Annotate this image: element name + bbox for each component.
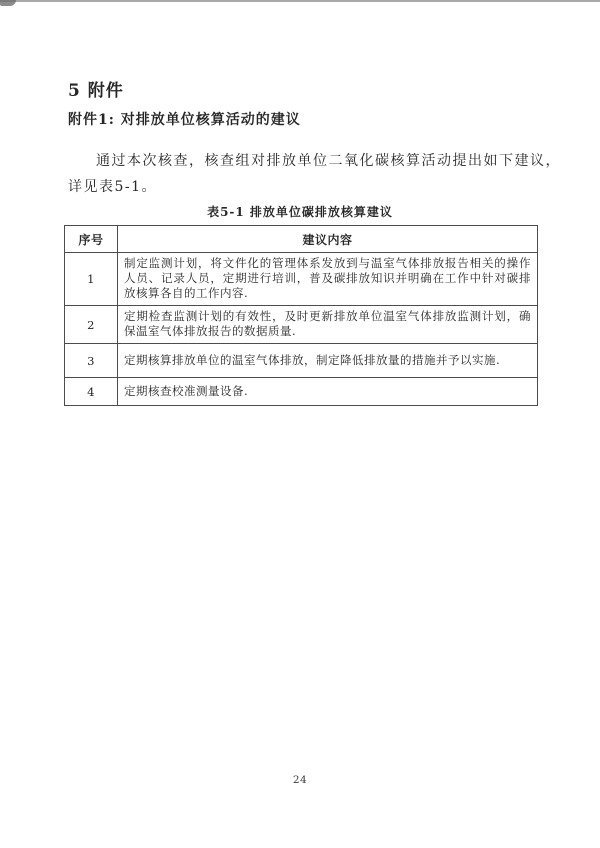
scan-artifact-corner-smudge (0, 0, 16, 6)
table-row (65, 344, 538, 378)
row-content: 定期核算排放单位的温室气体排放，制定降低排放量的措施并予以实施. (118, 344, 538, 378)
row-content: 制定监测计划，将文件化的管理体系发放到与温室气体排放报告相关的操作人员、记录人员，定期进行培训，普及碳排放知识并明确在工作中针对碳排放核算各自的工作内容. (118, 253, 538, 306)
row-number: 1 (65, 253, 118, 306)
row-content: 定期检查监测计划的有效性，及时更新排放单位温室气体排放监测计划，确保温室气体排放报告的数据质量. (118, 306, 538, 344)
table-row (65, 378, 538, 406)
row-number: 2 (65, 306, 118, 344)
paragraph-line-2: 详见表5-1。 (68, 179, 158, 195)
paragraph-line-1: 通过本次核查，核查组对排放单位二氧化碳核算活动提出如下建议， (96, 153, 561, 169)
table-row (65, 253, 538, 306)
column-header-number: 序号 (65, 226, 118, 253)
table-caption: 表5-1 排放单位碳排放核算建议 (207, 205, 393, 219)
row-number: 4 (65, 378, 118, 406)
row-number: 3 (65, 344, 118, 378)
row-content: 定期核查校准测量设备. (118, 378, 538, 406)
scan-artifact-top-line (0, 0, 600, 2)
table-header-row (65, 226, 538, 253)
recommendations-table (64, 225, 538, 406)
appendix-subheading: 附件1: 对排放单位核算活动的建议 (68, 112, 301, 128)
page-number: 24 (292, 774, 308, 786)
column-header-content: 建议内容 (118, 226, 538, 253)
section-heading: 5 附件 (68, 81, 124, 101)
table-row (65, 306, 538, 344)
